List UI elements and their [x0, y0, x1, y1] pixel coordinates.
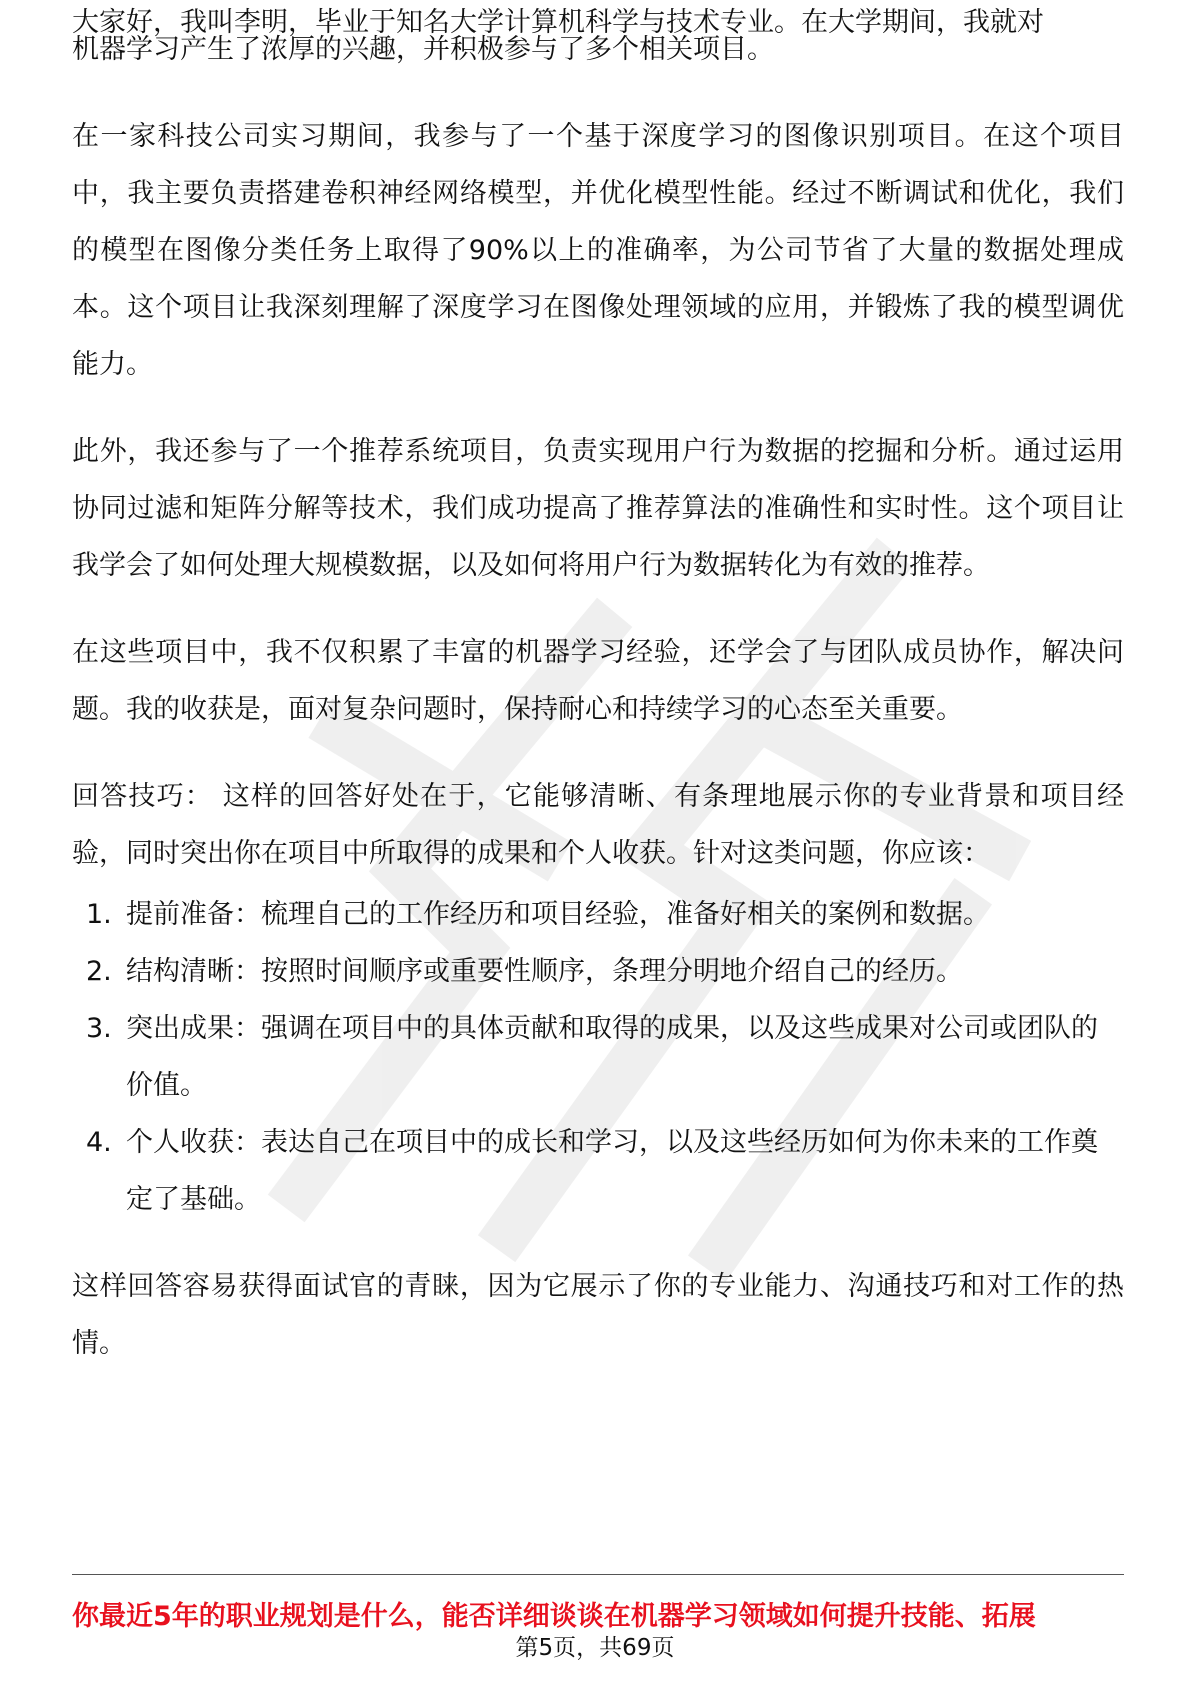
list-item-number: 2.	[86, 956, 112, 987]
list-item-text: 结构清晰：按照时间顺序或重要性顺序，条理分明地介绍自己的经历。	[126, 956, 963, 987]
paragraph-image-recognition-project: 在一家科技公司实习期间，我参与了一个基于深度学习的图像识别项目。在这个项目中，我主要负责搭建卷积神经网络模型，并优化模型性能。经过不断调试和优化，我们的模型在图像分类任务上取得了90%以上的准确率，为公司节省了大量的数据处理成本。这个项目让我深刻理解了深度学习在图像处理领域的应用，并锻炼了我的模型调优能力。	[72, 121, 1124, 380]
next-question-heading: 你最近5年的职业规划是什么，能否详细谈谈在机器学习领域如何提升技能、拓展	[72, 1601, 1036, 1632]
paragraph-recommender-project: 此外，我还参与了一个推荐系统项目，负责实现用户行为数据的挖掘和分析。通过运用协同过滤和矩阵分解等技术，我们成功提高了推荐算法的准确性和实时性。这个项目让我学会了如何处理大规模数据，以及如何将用户行为数据转化为有效的推荐。	[72, 436, 1124, 581]
section-divider	[72, 1574, 1124, 1575]
list-item-number: 3.	[86, 1013, 112, 1044]
paragraph-answer-tips: 回答技巧： 这样的回答好处在于，它能够清晰、有条理地展示你的专业背景和项目经验，同时突出你在项目中所取得的成果和个人收获。针对这类问题，你应该：	[72, 781, 1124, 869]
list-item-number: 1.	[86, 899, 112, 930]
list-item	[72, 943, 1124, 1000]
list-item	[72, 1114, 1124, 1228]
page-number: 第5页，共69页	[515, 1635, 675, 1661]
list-item-number: 4.	[86, 1127, 112, 1158]
list-item-text: 突出成果：强调在项目中的具体贡献和取得的成果，以及这些成果对公司或团队的价值。	[126, 1013, 1098, 1101]
tips-list	[72, 886, 1124, 1228]
paragraph-cut-off-line: 大家好，我叫李明，毕业于知名大学计算机科学与技术专业。在大学期间，我就对	[72, 7, 1044, 38]
list-item	[72, 1000, 1124, 1114]
paragraph-intro: 机器学习产生了浓厚的兴趣，并积极参与了多个相关项目。	[72, 34, 774, 65]
paragraph-project-takeaways: 在这些项目中，我不仅积累了丰富的机器学习经验，还学会了与团队成员协作，解决问题。我的收获是，面对复杂问题时，保持耐心和持续学习的心态至关重要。	[72, 637, 1124, 725]
paragraph-closing: 这样回答容易获得面试官的青睐，因为它展示了你的专业能力、沟通技巧和对工作的热情。	[72, 1271, 1124, 1359]
main-content	[72, 7, 1124, 1402]
list-item	[72, 886, 1124, 943]
list-item-text: 个人收获：表达自己在项目中的成长和学习，以及这些经历如何为你未来的工作奠定了基础。	[126, 1127, 1098, 1215]
list-item-text: 提前准备：梳理自己的工作经历和项目经验，准备好相关的案例和数据。	[126, 899, 990, 930]
